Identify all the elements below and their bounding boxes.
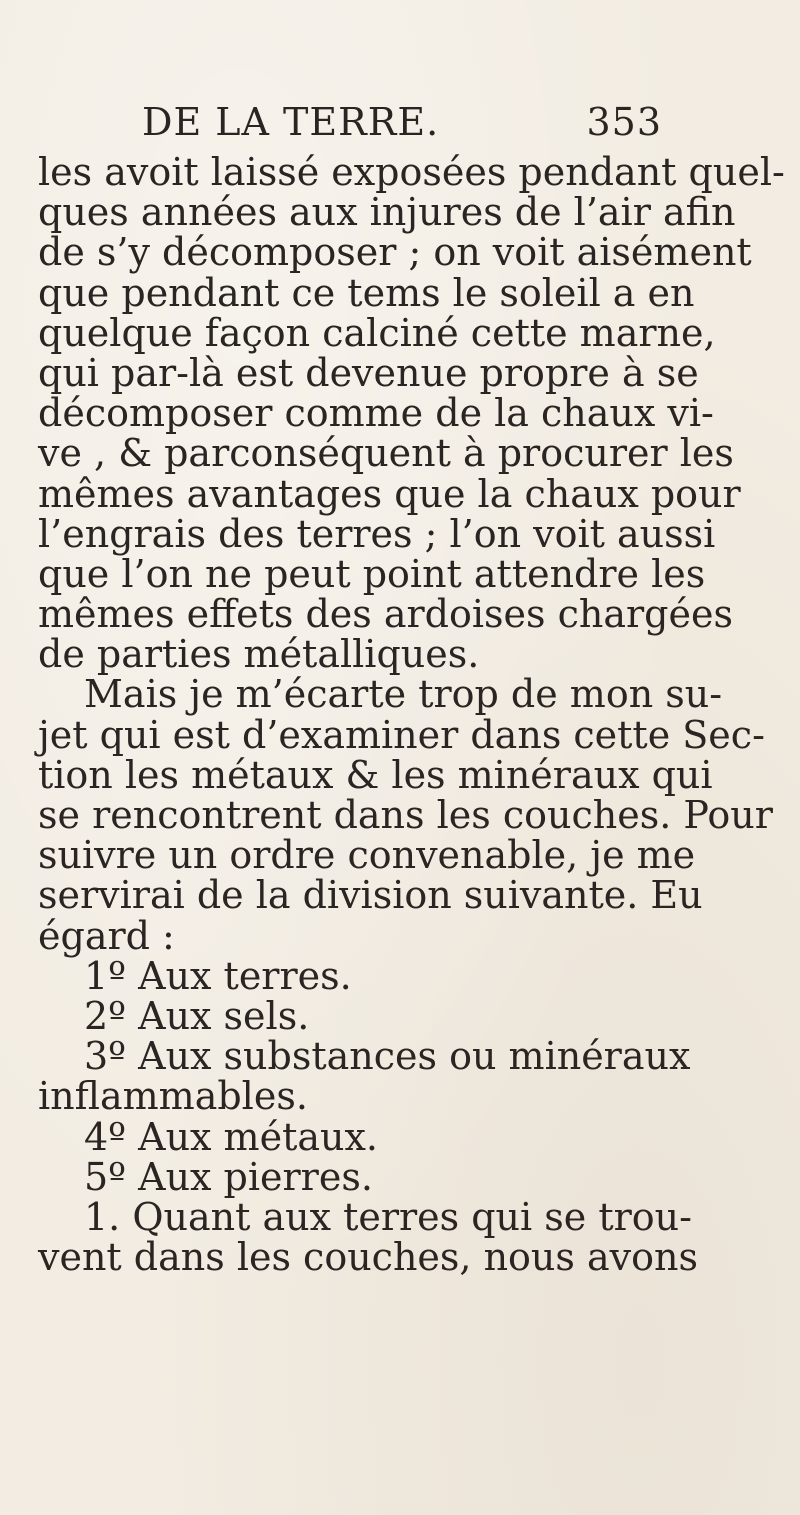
text-line: l’engrais des terres ; l’on voit aussi (38, 511, 716, 556)
text-line: égard : (38, 913, 175, 958)
text-line: de parties métalliques. (38, 632, 480, 677)
list-item: 3º Aux substances ou minéraux (84, 1034, 691, 1079)
text-line: qui par-là est devenue propre à se (38, 350, 699, 395)
page-header (142, 100, 662, 150)
text-line: ques années aux injures de l’air afin (38, 190, 736, 235)
text-line: les avoit laissé exposées pendant quel- (38, 150, 785, 194)
text-line: tion les métaux & les minéraux qui (38, 752, 713, 797)
text-line: suivre un ordre convenable, je me (38, 833, 696, 878)
text-line: servirai de la division suivante. Eu (38, 873, 703, 918)
text-line: 1. Quant aux terres qui se trou- (84, 1194, 692, 1239)
text-line: décomposer comme de la chaux vi- (38, 391, 714, 436)
text-line: mêmes avantages que la chaux pour (38, 471, 741, 516)
list-item: 1º Aux terres. (84, 953, 352, 998)
text-line: que l’on ne peut point attendre les (38, 551, 706, 596)
page-number: 353 (586, 100, 662, 144)
body-text (38, 150, 785, 1280)
text-line: quelque façon calciné cette marne, (38, 310, 716, 355)
text-line: jet qui est d’examiner dans cette Sec- (38, 712, 765, 757)
text-line: inflammables. (38, 1074, 308, 1119)
list-item: 2º Aux sels. (84, 993, 310, 1038)
text-line: vent dans les couches, nous avons (38, 1235, 698, 1280)
text-line: ve , & parconséquent à procurer les (38, 431, 734, 476)
list-item: 5º Aux pierres. (84, 1154, 373, 1199)
text-line: que pendant ce tems le soleil a en (38, 270, 695, 315)
text-line: se rencontrent dans les couches. Pour (38, 793, 773, 837)
running-title: DE LA TERRE. (142, 100, 440, 144)
text-line: mêmes effets des ardoises chargées (38, 592, 733, 637)
text-line: de s’y décomposer ; on voit aisément (38, 230, 752, 275)
text-line: Mais je m’écarte trop de mon su- (84, 672, 723, 717)
list-item: 4º Aux métaux. (84, 1114, 378, 1159)
